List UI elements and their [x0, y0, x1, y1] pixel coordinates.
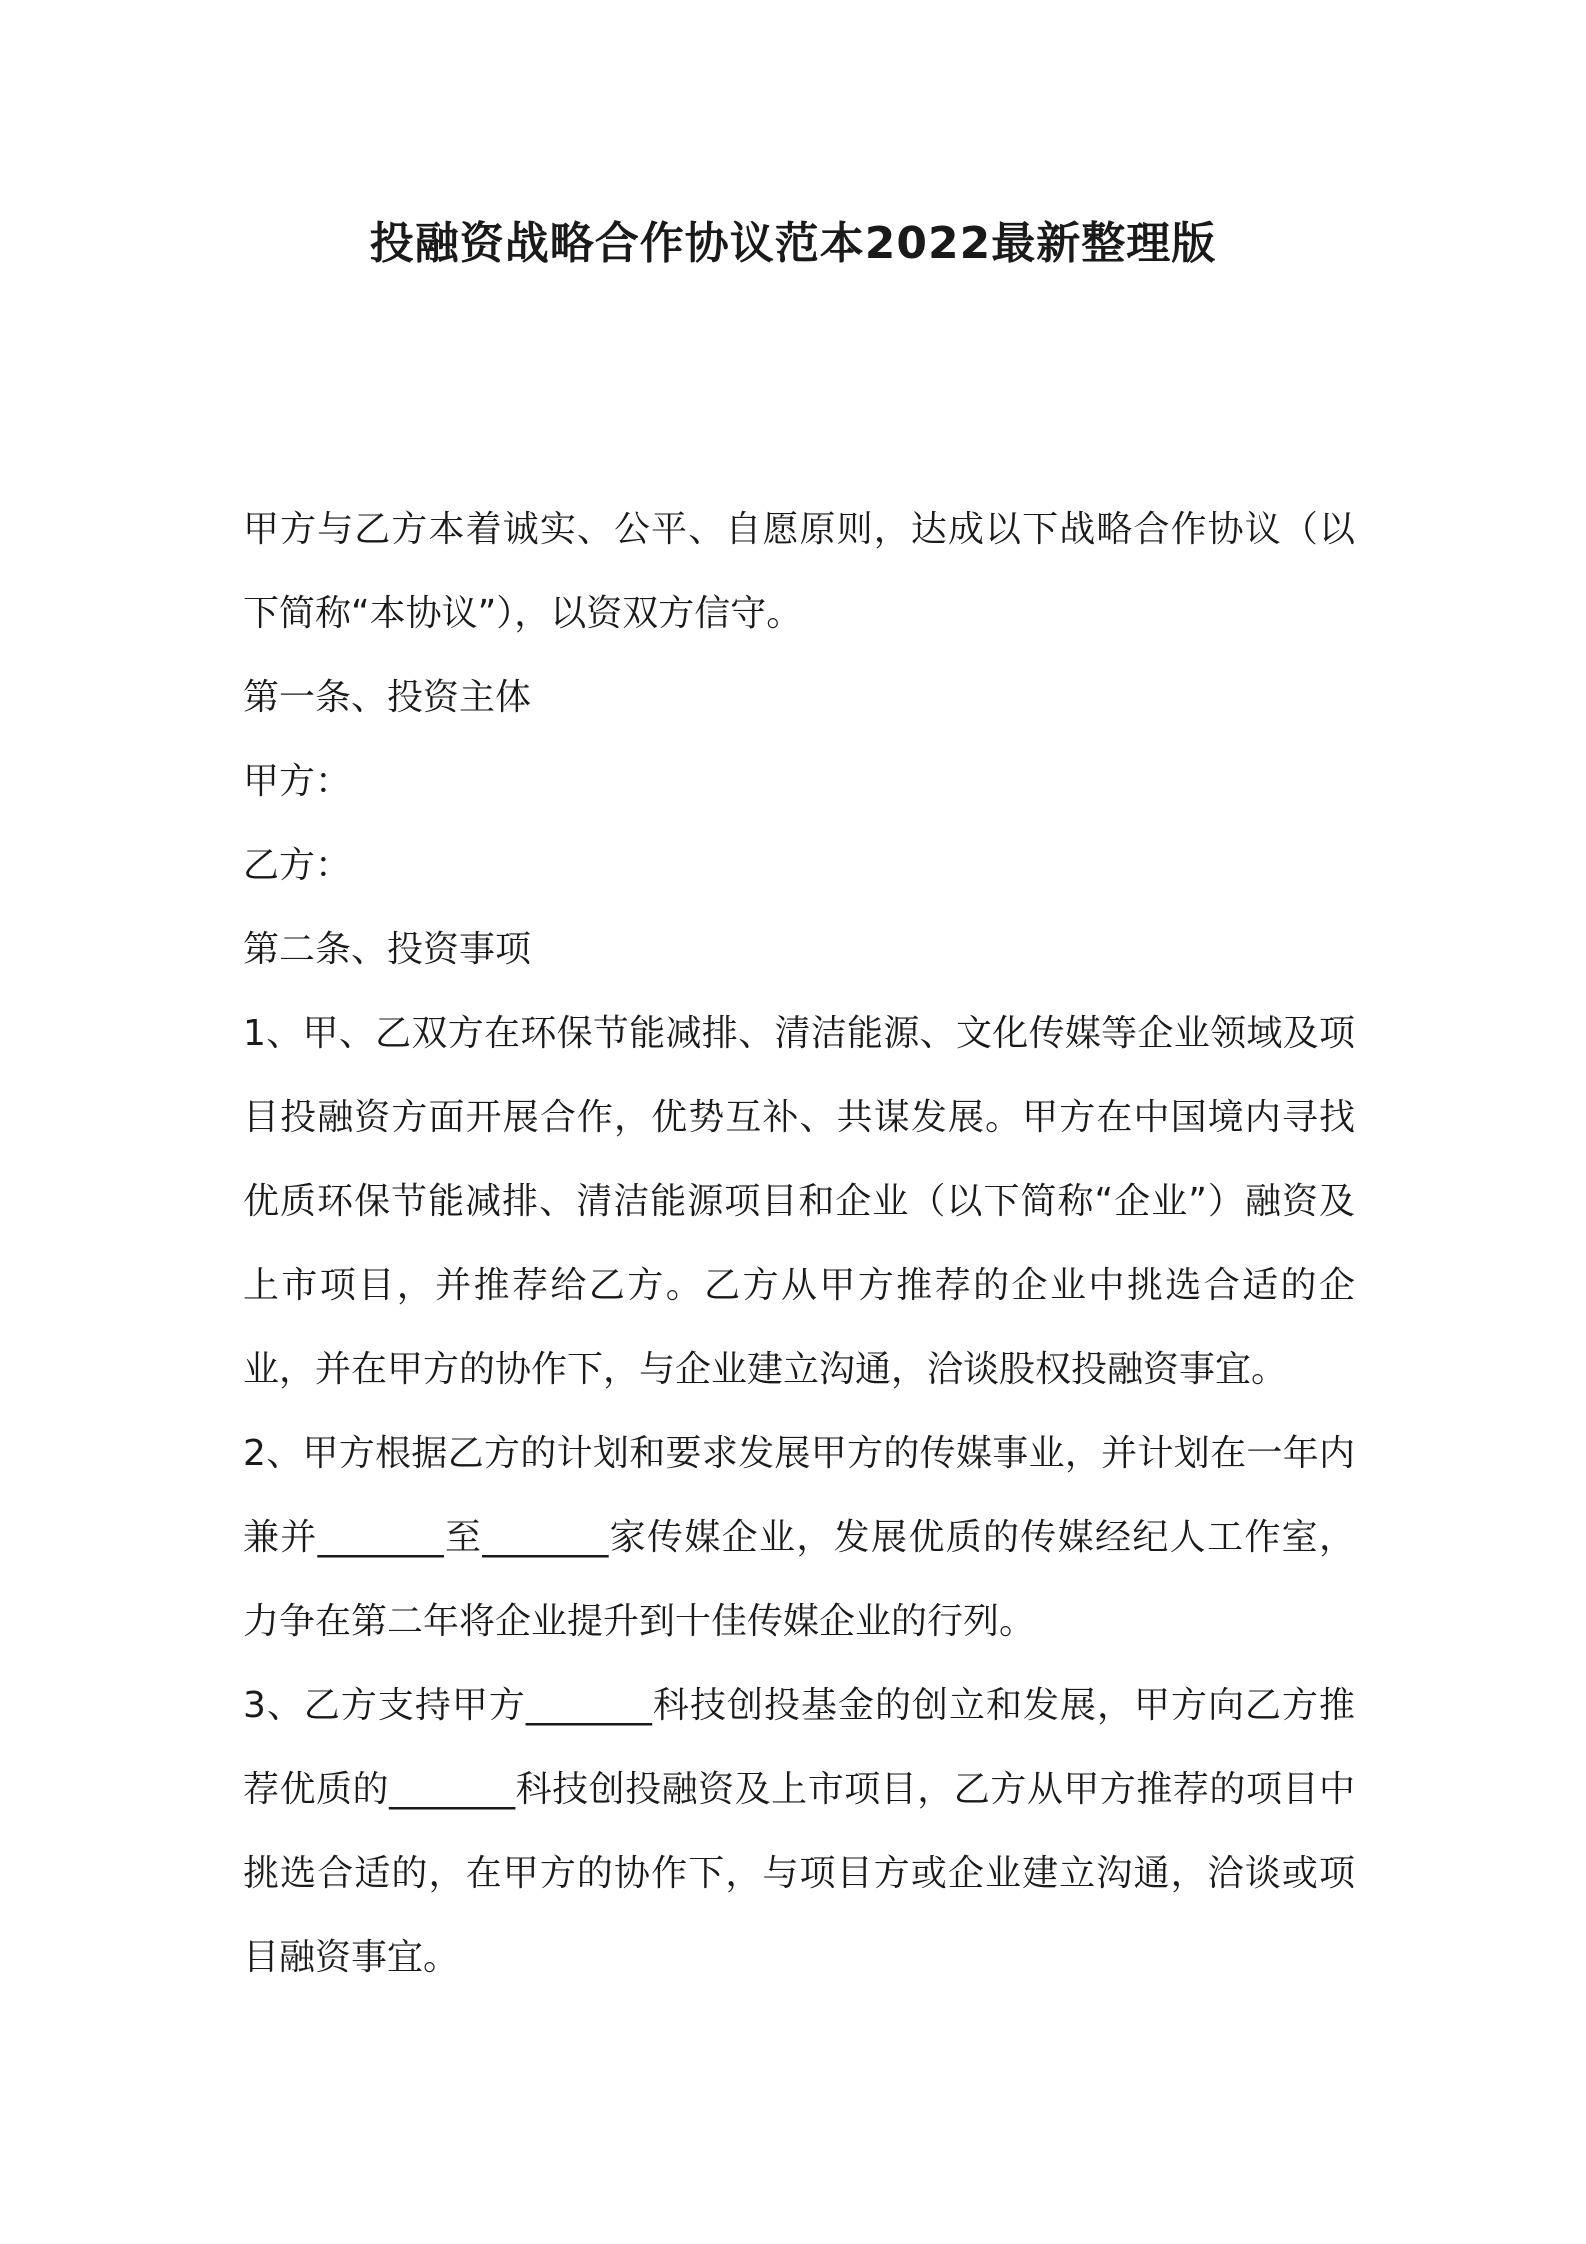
article-1-heading: 第一条、投资主体	[243, 677, 532, 718]
clause-1-paragraph: 1、甲、乙双方在环保节能减排、清洁能源、文化传媒等企业领域及项目投融资方面开展合作，优势互补、共谋发展。甲方在中国境内寻找优质环保节能减排、清洁能源项目和企业（以下简称“企业”）融资及上市项目，并推荐给乙方。乙方从甲方推荐的企业中挑选合适的企业，并在甲方的协作下，与企业建立沟通，洽谈股权投融资事宜。	[243, 1013, 1355, 1390]
intro-paragraph: 甲方与乙方本着诚实、公平、自愿原则，达成以下战略合作协议（以下简称“本协议”），以资双方信守。	[243, 509, 1355, 634]
clause-3-paragraph: 3、乙方支持甲方_______科技创投基金的创立和发展，甲方向乙方推荐优质的_______科技创投融资及上市项目，乙方从甲方推荐的项目中挑选合适的，在甲方的协作下，与项目方或企业建立沟通，洽谈或项目融资事宜。	[243, 1685, 1355, 1978]
party-a-line: 甲方：	[243, 761, 352, 802]
clause-2-paragraph: 2、甲方根据乙方的计划和要求发展甲方的传媒事业，并计划在一年内兼并_______至_______家传媒企业，发展优质的传媒经纪人工作室，力争在第二年将企业提升到十佳传媒企业的行列。	[243, 1433, 1355, 1642]
document-title: 投融资战略合作协议范本2022最新整理版	[369, 218, 1217, 269]
party-b-line: 乙方：	[243, 845, 352, 886]
article-2-heading: 第二条、投资事项	[243, 929, 532, 970]
document-body	[243, 488, 1355, 2000]
